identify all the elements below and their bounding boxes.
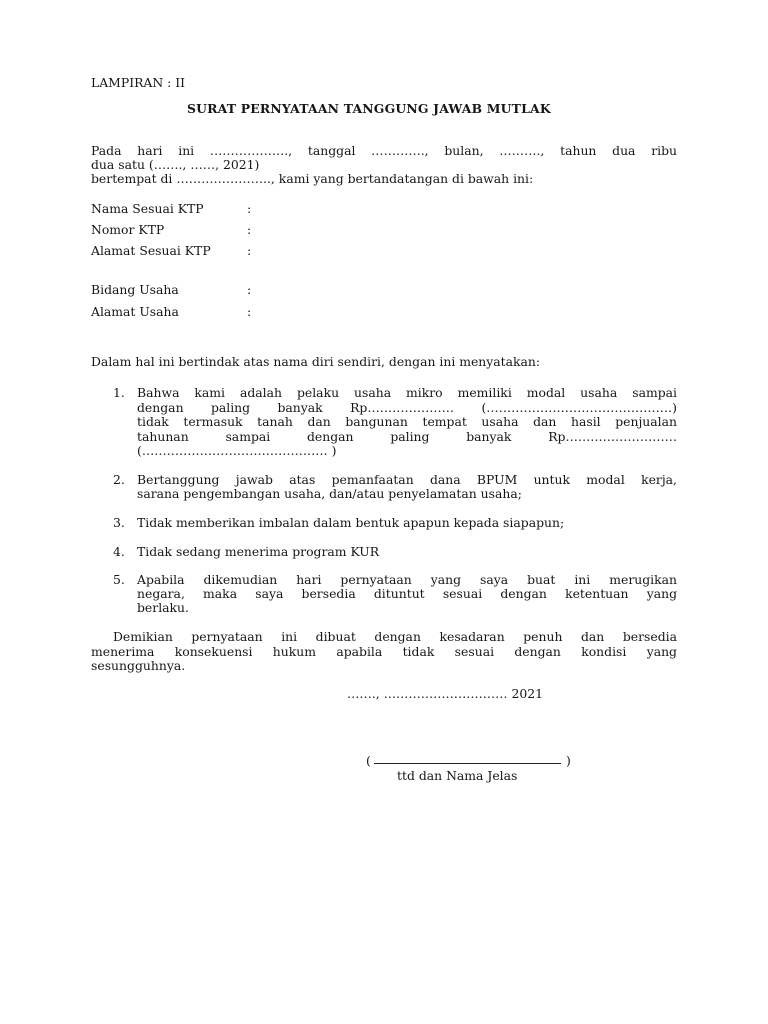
- item-3-line: Tidak memberikan imbalan dalam bentuk apapun kepada siapapun;: [137, 515, 565, 530]
- item-2-line: sarana pengembangan usaha, dan/atau penyelamatan usaha;: [137, 486, 522, 501]
- closing-line-3: sesungguhnya.: [91, 658, 186, 673]
- closing-line-1: Demikian pernyataan ini dibuat dengan kesadaran penuh dan bersedia: [113, 629, 677, 644]
- opening-line-3: bertempat di ………………….., kami yang bertandatangan di bawah ini:: [91, 171, 534, 186]
- document-title: SURAT PERNYATAAN TANGGUNG JAWAB MUTLAK: [187, 101, 551, 116]
- opening-line-1: Pada hari ini ………………., tanggal …………., bulan, ………., tahun dua ribu: [91, 143, 677, 158]
- opening-line-2: dua satu (……., ……, 2021): [91, 157, 260, 172]
- signature-line: [374, 763, 561, 764]
- field-colon: :: [247, 222, 252, 237]
- item-1-line: Bahwa kami adalah pelaku usaha mikro memiliki modal usaha sampai: [137, 385, 677, 400]
- closing-line-2: menerima konsekuensi hukum apabila tidak sesuai dengan kondisi yang: [91, 644, 677, 659]
- item-number: 4.: [113, 544, 125, 559]
- field-label: Alamat Usaha: [91, 304, 179, 319]
- item-1-line: dengan paling banyak Rp………………… (………………………………………): [137, 400, 677, 415]
- item-1-line: tahunan sampai dengan paling banyak Rp………………………: [137, 429, 677, 444]
- item-5-line: negara, maka saya bersedia dituntut sesuai dengan ketentuan yang: [137, 586, 677, 601]
- field-label: Alamat Sesuai KTP: [91, 243, 211, 258]
- field-colon: :: [247, 304, 252, 319]
- field-colon: :: [247, 201, 252, 216]
- item-5-line: berlaku.: [137, 600, 189, 615]
- item-number: 1.: [113, 385, 125, 400]
- signature-open-paren: (: [366, 753, 371, 768]
- item-5-line: Apabila dikemudian hari pernyataan yang saya buat ini merugikan: [137, 572, 677, 587]
- item-4-line: Tidak sedang menerima program KUR: [137, 544, 380, 559]
- item-1-line: (……………………………………… ): [137, 443, 337, 458]
- statement-intro: Dalam hal ini bertindak atas nama diri sendiri, dengan ini menyatakan:: [91, 354, 541, 369]
- item-number: 2.: [113, 472, 125, 487]
- field-colon: :: [247, 282, 252, 297]
- signature-close-paren: ): [566, 753, 571, 768]
- item-number: 3.: [113, 515, 125, 530]
- field-colon: :: [247, 243, 252, 258]
- field-label: Nama Sesuai KTP: [91, 201, 204, 216]
- item-2-line: Bertanggung jawab atas pemanfaatan dana BPUM untuk modal kerja,: [137, 472, 677, 487]
- lampiran-label: LAMPIRAN : II: [91, 75, 186, 90]
- field-label: Bidang Usaha: [91, 282, 179, 297]
- signature-caption: ttd dan Nama Jelas: [397, 768, 518, 783]
- item-1-line: tidak termasuk tanah dan bangunan tempat usaha dan hasil penjualan: [137, 414, 677, 429]
- item-number: 5.: [113, 572, 125, 587]
- place-date-line: ……., ………………………… 2021: [347, 686, 543, 701]
- field-label: Nomor KTP: [91, 222, 165, 237]
